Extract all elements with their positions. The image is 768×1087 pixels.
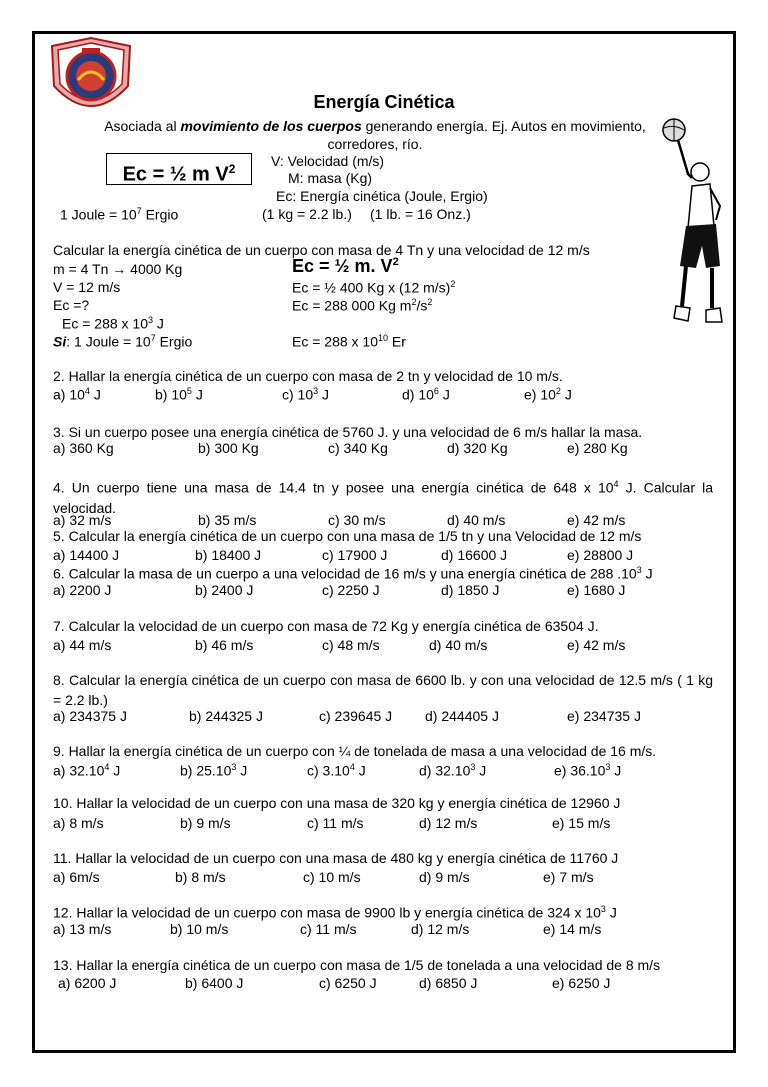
- conversion-lb-oz: (1 lb. = 16 Onz.): [370, 206, 471, 222]
- problem-7-option-a: a) 44 m/s: [53, 637, 112, 653]
- problem-question-text: 9. Hallar la energía cinética de un cuerpo con ¼ de tonelada de masa a una velocidad de 16 m/s.: [53, 743, 657, 759]
- problem-question-text: 4. Un cuerpo tiene una masa de 14.4 tn y posee una energía cinética de 648 x 10: [53, 479, 614, 496]
- problem-2-option-b: b) $10^5$ J: [155, 386, 203, 403]
- problem-3-option-e: e) 280 Kg: [567, 440, 628, 456]
- problem-8-option-e: e) 234735 J: [567, 708, 641, 724]
- problem-11-option-d: d) 9 m/s: [419, 869, 470, 885]
- example-question: Ec =?: [53, 297, 90, 313]
- problem-6-option-c: c) 2250 J: [322, 582, 380, 598]
- problem-6-option-e: e) 1680 J: [567, 582, 626, 598]
- problem-question-text: 3. Si un cuerpo posee una energía cinética de 5760 J. y una velocidad de 6 m/s hallar la masa.: [53, 424, 643, 440]
- problem-10-option-d: d) 12 m/s: [419, 815, 478, 831]
- problem-question-exponent: 3: [636, 565, 642, 575]
- legend-velocity: V: Velocidad (m/s): [271, 153, 385, 169]
- problem-2-option-d: d) $10^6$ J: [402, 386, 450, 403]
- problem-11-option-b: b) 8 m/s: [175, 869, 226, 885]
- problem-3-question: [53, 424, 713, 440]
- problem-12-option-b: b) 10 m/s: [170, 921, 229, 937]
- problem-5-option-c: c) 17900 J: [322, 547, 388, 563]
- problem-6-question: [53, 565, 713, 582]
- problem-11-option-c: c) 10 m/s: [303, 869, 361, 885]
- problem-9-option-d: d) 32.10$^3$ J: [419, 762, 487, 779]
- problem-12-option-c: c) 11 m/s: [300, 921, 357, 937]
- problem-4-option-d: d) 40 m/s: [447, 512, 506, 528]
- conversion-joule: 1 Joule = $10^7$ Ergio: [60, 206, 179, 223]
- example-statement: Calcular la energía cinética de un cuerpo con masa de 4 Tn y una velocidad de 12 m/s: [53, 242, 590, 258]
- problem-12-option-e: e) 14 m/s: [543, 921, 602, 937]
- problem-5-option-d: d) 16600 J: [441, 547, 508, 563]
- problem-3-option-c: c) 340 Kg: [328, 440, 388, 456]
- conversion-kg-lb: (1 kg = 2.2 lb.): [262, 206, 352, 222]
- problem-question-text: 10. Hallar la velocidad de un cuerpo con una masa de 320 kg y energía cinética de 12960 J: [53, 795, 621, 811]
- problem-2-question: [53, 368, 713, 384]
- basketball-player-illustration: [662, 116, 730, 336]
- problem-13-option-b: b) 6400 J: [185, 975, 244, 991]
- problem-7-option-c: c) 48 m/s: [322, 637, 380, 653]
- problem-question-exponent: 3: [600, 904, 606, 914]
- problem-question-text: 8. Calcular la energía cinética de un cuerpo con masa de 6600 lb. y con una velocidad de 12.5 m/s ( 1 kg = 2.2 lb.): [53, 672, 713, 708]
- problem-question-text: 13. Hallar la energía cinética de un cuerpo con masa de 1/5 de tonelada a una velocidad de 8 m/s: [53, 957, 661, 973]
- example-si: Si: 1 Joule = $10^7$ Ergio: [53, 333, 193, 350]
- problem-2-option-e: e) $10^2$ J: [524, 386, 572, 403]
- problem-question-text: 12. Hallar la velocidad de un cuerpo con masa de 9900 lb y energía cinética de 324 x 10: [53, 904, 601, 921]
- problem-10-option-e: e) 15 m/s: [552, 815, 611, 831]
- problem-7-question: [53, 618, 713, 634]
- problem-6-option-b: b) 2400 J: [195, 582, 254, 598]
- example-result: Ec = 288 x $10^3$ J: [62, 315, 164, 332]
- problem-question-text: 6. Calcular la masa de un cuerpo a una velocidad de 16 m/s y una energía cinética de 288 .10: [53, 565, 637, 582]
- problem-8-option-d: d) 244405 J: [425, 708, 499, 724]
- example-velocity: V = 12 m/s: [53, 279, 121, 295]
- problem-8-option-c: c) 239645 J: [319, 708, 393, 724]
- problem-6-option-d: d) 1850 J: [441, 582, 500, 598]
- problem-4-option-c: c) 30 m/s: [328, 512, 386, 528]
- problem-9-option-c: c) 3.10$^4$ J: [307, 762, 366, 779]
- problem-5-option-a: a) 14400 J: [53, 547, 120, 563]
- problem-question-tail: J: [641, 565, 653, 582]
- problem-10-option-a: a) 8 m/s: [53, 815, 104, 831]
- problem-3-option-b: b) 300 Kg: [198, 440, 259, 456]
- legend-mass: M: masa (Kg): [288, 170, 373, 186]
- example-final: Ec = 288 x $10^{10}$ Er: [292, 333, 406, 350]
- problem-question-exponent: 4: [613, 479, 619, 489]
- problem-4-option-e: e) 42 m/s: [567, 512, 626, 528]
- example-mass: m = 4 Tn → 4000 Kg: [53, 261, 183, 277]
- problem-11-option-a: a) 6m/s: [53, 869, 100, 885]
- problem-question-tail: J. Calcular la velocidad.: [53, 479, 713, 516]
- problem-5-option-b: b) 18400 J: [195, 547, 262, 563]
- problem-9-question: [53, 743, 713, 759]
- problem-9-option-b: b) 25.10$^3$ J: [180, 762, 248, 779]
- problem-2-option-a: a) $10^4$ J: [53, 386, 101, 403]
- problem-4-option-b: b) 35 m/s: [198, 512, 257, 528]
- problem-5-option-e: e) 28800 J: [567, 547, 634, 563]
- problem-9-option-e: e) 36.10$^3$ J: [554, 762, 622, 779]
- problem-5-question: [53, 528, 713, 544]
- problem-3-option-d: d) 320 Kg: [447, 440, 508, 456]
- problem-10-option-b: b) 9 m/s: [180, 815, 231, 831]
- page-title: Energía Cinética: [313, 92, 455, 112]
- problem-11-option-e: e) 7 m/s: [543, 869, 594, 885]
- problem-13-option-c: c) 6250 J: [319, 975, 377, 991]
- problem-7-option-b: b) 46 m/s: [195, 637, 254, 653]
- problem-question-text: 11. Hallar la velocidad de un cuerpo con una masa de 480 kg y energía cinética de 11760 J: [53, 850, 619, 866]
- problem-13-option-e: e) 6250 J: [552, 975, 611, 991]
- problem-12-option-d: d) 12 m/s: [411, 921, 470, 937]
- problem-12-option-a: a) 13 m/s: [53, 921, 112, 937]
- problem-question-tail: J: [605, 904, 617, 921]
- problem-question-text: 7. Calcular la velocidad de un cuerpo con masa de 72 Kg y energía cinética de 63504 J.: [53, 618, 599, 634]
- problem-13-option-a: a) 6200 J: [58, 975, 117, 991]
- problem-question-text: 2. Hallar la energía cinética de un cuerpo con masa de 2 tn y velocidad de 10 m/s.: [53, 368, 563, 384]
- example-step1: Ec = ½ 400 Kg x (12 m/s)$^2$: [292, 279, 456, 296]
- problem-question-text: 5. Calcular la energía cinética de un cuerpo con una masa de 1/5 tn y una Velocidad de 12 m/s: [53, 528, 642, 544]
- example-formula: Ec = ½ m. $V^2$: [292, 256, 399, 276]
- legend-energy: Ec: Energía cinética (Joule, Ergio): [276, 188, 488, 204]
- kinetic-energy-formula: Ec = ½ m $V^2$: [106, 153, 252, 185]
- problem-11-question: [53, 850, 713, 866]
- problem-8-option-b: b) 244325 J: [189, 708, 263, 724]
- problem-9-option-a: a) 32.10$^4$ J: [53, 762, 121, 779]
- problem-8-question: [53, 670, 713, 710]
- example-step2: Ec = 288 000 Kg $m^2/s^2$: [292, 297, 433, 314]
- problem-12-question: [53, 904, 713, 921]
- problem-6-option-a: a) 2200 J: [53, 582, 112, 598]
- problem-7-option-e: e) 42 m/s: [567, 637, 626, 653]
- problem-2-option-c: c) $10^3$ J: [282, 386, 330, 403]
- problem-4-option-a: a) 32 m/s: [53, 512, 112, 528]
- problem-10-option-c: c) 11 m/s: [307, 815, 364, 831]
- problem-10-question: [53, 795, 713, 811]
- problem-13-question: [53, 957, 713, 973]
- problem-13-option-d: d) 6850 J: [419, 975, 478, 991]
- problem-8-option-a: a) 234375 J: [53, 708, 127, 724]
- problem-3-option-a: a) 360 Kg: [53, 440, 114, 456]
- problem-7-option-d: d) 40 m/s: [429, 637, 488, 653]
- intro-text: Asociada al movimiento de los cuerpos generando energía. Ej. Autos en movimiento, corredores, río.: [104, 118, 646, 152]
